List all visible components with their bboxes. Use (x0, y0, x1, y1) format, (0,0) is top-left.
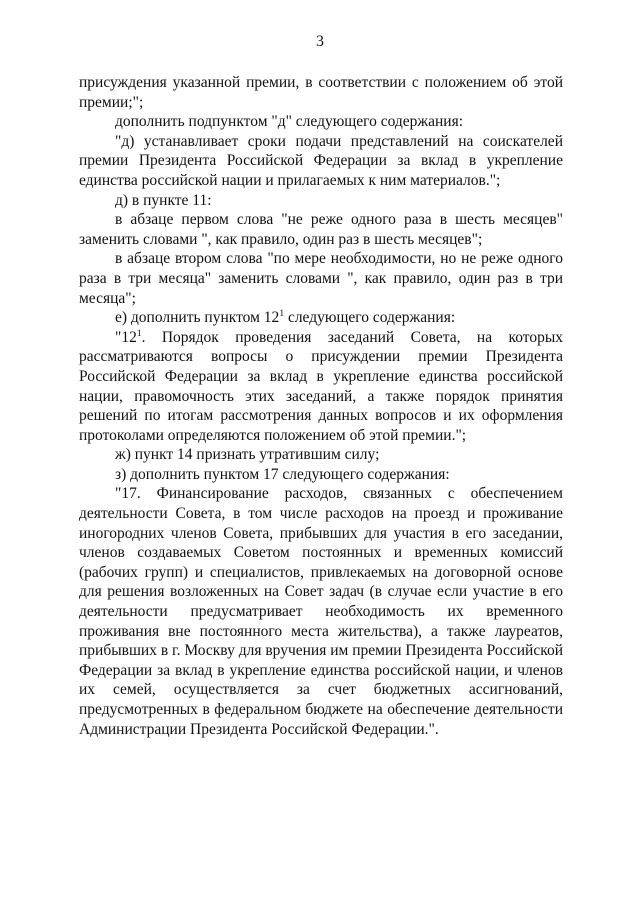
paragraph-point-12-1-after: . Порядок проведения заседаний Совета, на которых рассматриваются вопросы о присуждении премии Президента Российской Федерации за вклад в укрепление единства российской нации, правомочность этих заседаний, а также порядок принятия решений по итогам рассмотрения данных вопросов и их оформления протоколами определяются положением об этой премии."; (79, 328, 563, 444)
paragraph-first-abzac: в абзаце первом слова "не реже одного раза в шесть месяцев" заменить словами ", как правило, один раз в шесть месяцев"; (79, 211, 563, 248)
paragraph-item-zh: ж) пункт 14 признать утратившим силу; (115, 446, 380, 464)
paragraph-add-subitem-d: дополнить подпунктом "д" следующего содержания: (115, 113, 464, 131)
paragraph-point-17: "17. Финансирование расходов, связанных с обеспечением деятельности Совета, в том числе расходов на проезд и проживание иногородних членов Совета, прибывших для участия в его заседании, членов создаваемых Советом постоянных и временных комиссий (рабочих групп) и специалистов, привлекаемых на договорной основе для решения возложенных на Совет задач (в случае если участие в его деятельности предусматривает необходимость их временного проживания вне постоянного места жительства), а также лауреатов, прибывших в г. Москву для вручения им премии Президента Российской Федерации за вклад в укрепление единства российской нации, и членов их семей, осуществляется за счет бюджетных ассигнований, предусмотренных в федеральном бюджете на обеспечение деятельности Администрации Президента Российской Федерации.". (79, 485, 564, 738)
paragraph-item-d-point-11: д) в пункте 11: (115, 191, 212, 209)
paragraph-point-12-1-before: "12 (115, 328, 137, 346)
paragraph-item-z: з) дополнить пунктом 17 следующего содержания: (115, 465, 450, 483)
paragraph-continuation: присуждения указанной премии, в соответствии с положением об этой премии;"; (79, 74, 563, 111)
page-number: 3 (316, 33, 324, 50)
document-body (79, 73, 563, 739)
paragraph-point-12-1 (79, 328, 563, 446)
paragraph-item-e-before: е) дополнить пунктом 12 (115, 309, 280, 327)
superscript: 1 (279, 309, 285, 320)
paragraph-item-e (79, 308, 563, 328)
paragraph-subitem-d-text: "д) устанавливает сроки подачи представлений на соискателей премии Президента Российской Федерации за вклад в укрепление единства российской нации и прилагаемых к ним материалов."; (79, 132, 563, 189)
superscript: 1 (136, 328, 142, 339)
paragraph-second-abzac: в абзаце втором слова "по мере необходимости, но не реже одного раза в три месяца" заменить словами ", как правило, один раз в три месяца"; (79, 250, 563, 307)
paragraph-item-e-after: следующего содержания: (284, 309, 456, 327)
